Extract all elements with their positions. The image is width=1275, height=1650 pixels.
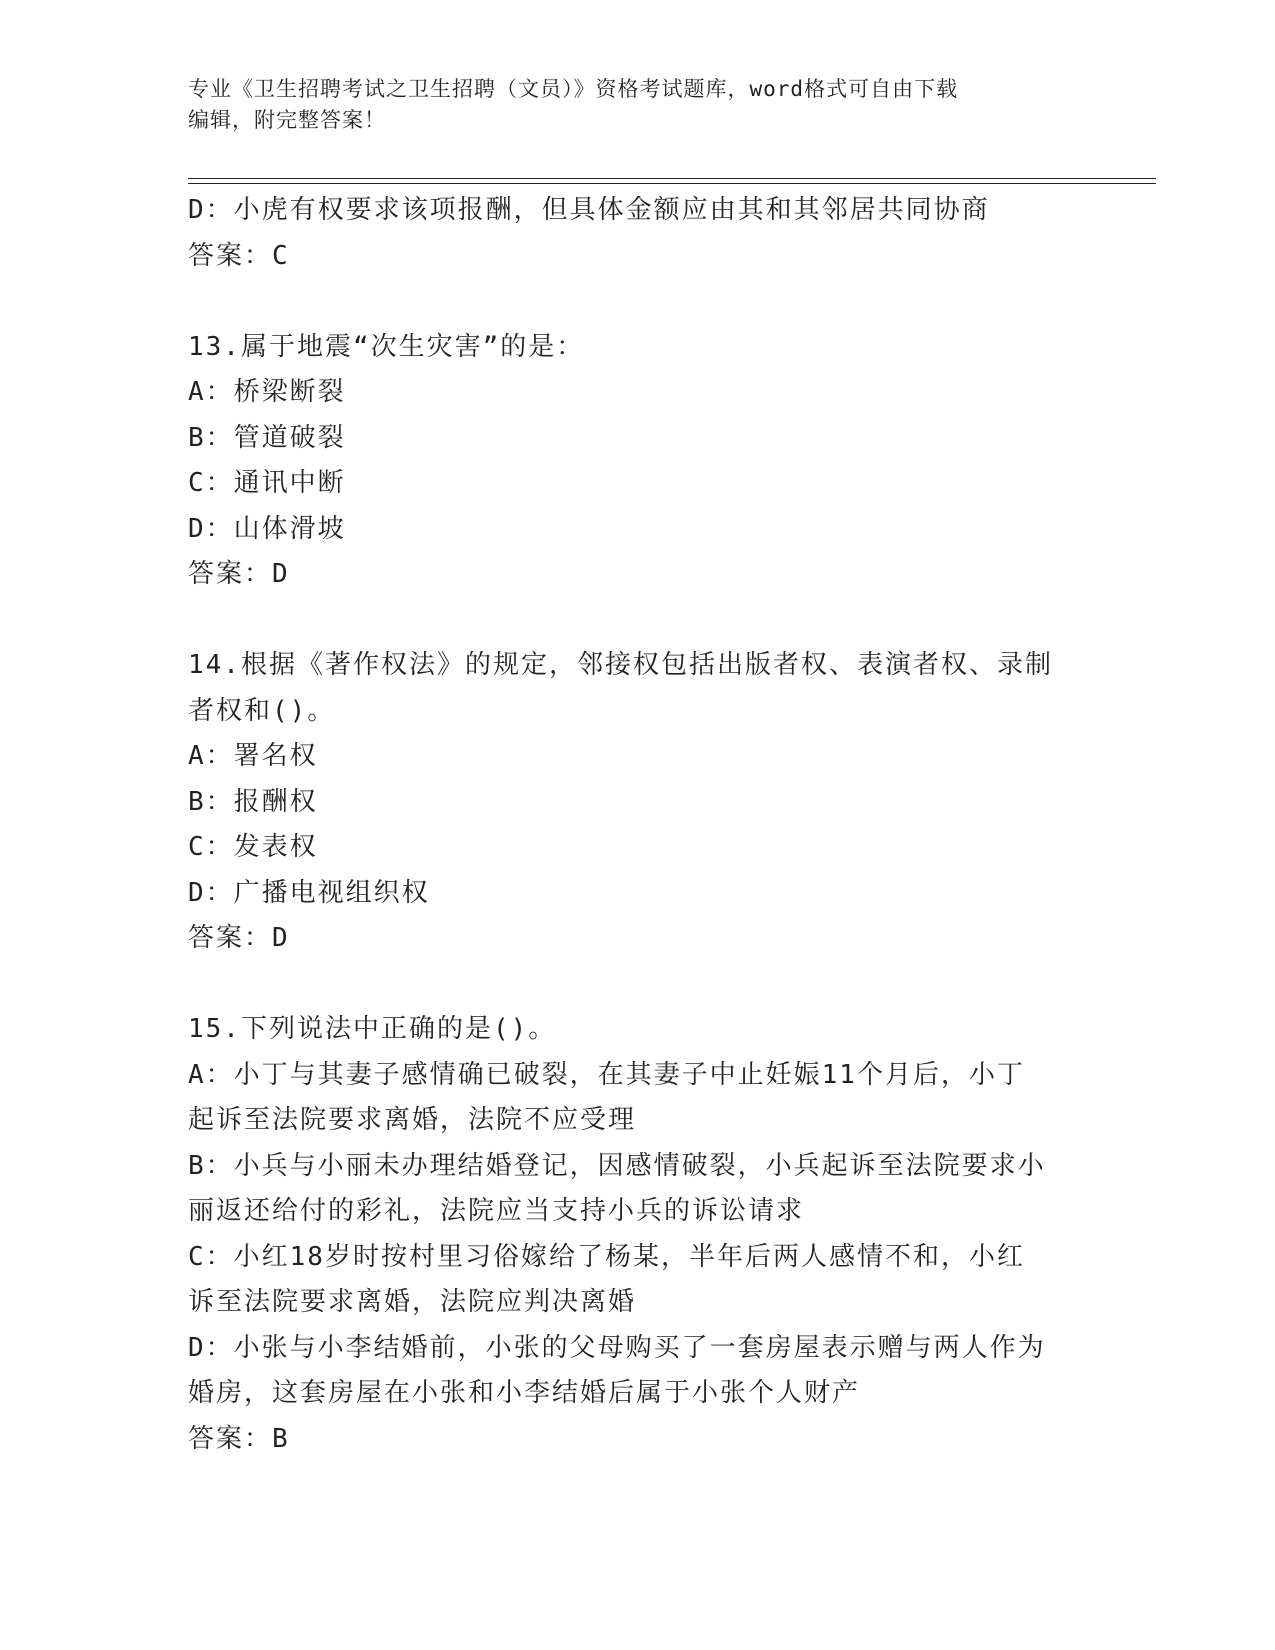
q12-answer — [188, 234, 1088, 280]
q15-option-a-line-2: 起诉至法院要求离婚，法院不应受理 — [188, 1105, 637, 1135]
q12-option-d: D：小虎有权要求该项报酬，但具体金额应由其和其邻居共同协商 — [188, 195, 990, 225]
q14-stem-line-2: 者权和()。 — [188, 695, 336, 726]
question-14 — [188, 643, 1088, 962]
q14-option-c: C：发表权 — [188, 832, 318, 862]
q14-stem-line-1: 14.根据《著作权法》的规定，邻接权包括出版者权、表演者权、录制 — [188, 650, 1053, 680]
question-15 — [188, 1007, 1088, 1462]
q14-option-a: A：署名权 — [188, 741, 318, 771]
answer-value: D — [272, 923, 288, 953]
document-header — [188, 74, 1068, 136]
answer-label: 答案： — [188, 240, 273, 271]
answer-label: 答案： — [188, 1423, 273, 1454]
q13-option-b: B：管道破裂 — [188, 422, 346, 453]
q13-answer — [188, 552, 1088, 598]
q14-option-b: B：报酬权 — [188, 786, 318, 817]
answer-value: C — [272, 240, 288, 271]
q15-option-b-line-2: 丽返还给付的彩礼，法院应当支持小兵的诉讼请求 — [188, 1196, 805, 1226]
answer-label: 答案： — [188, 559, 273, 589]
q14-answer — [188, 916, 1088, 962]
q13-option-a: A：桥梁断裂 — [188, 377, 346, 407]
question-list — [188, 188, 1088, 1462]
q15-answer — [188, 1417, 1088, 1463]
q15-option-b-line-1: B：小兵与小丽未办理结婚登记，因感情破裂，小兵起诉至法院要求小 — [188, 1150, 1046, 1181]
answer-value: D — [272, 559, 288, 589]
spacer — [188, 279, 1088, 325]
q13-stem: 13.属于地震“次生灾害”的是： — [188, 331, 585, 362]
spacer — [188, 962, 1088, 1008]
answer-label: 答案： — [188, 923, 273, 953]
q13-option-c: C：通讯中断 — [188, 468, 346, 498]
q15-option-a-line-1: A：小丁与其妻子感情确已破裂，在其妻子中止妊娠11个月后，小丁 — [188, 1059, 1025, 1090]
spacer — [188, 598, 1088, 644]
question-13 — [188, 325, 1088, 598]
answer-value: B — [272, 1423, 288, 1454]
question-12 — [188, 188, 1088, 279]
q13-option-d: D：山体滑坡 — [188, 513, 346, 544]
q15-option-d-line-2: 婚房，这套房屋在小张和小李结婚后属于小张个人财产 — [188, 1378, 861, 1408]
q14-option-d: D：广播电视组织权 — [188, 877, 430, 908]
header-divider-bottom — [188, 183, 1156, 184]
q15-stem: 15.下列说法中正确的是()。 — [188, 1014, 557, 1044]
header-line-2: 编辑，附完整答案！ — [188, 108, 386, 132]
q15-option-c-line-1: C：小红18岁时按村里习俗嫁给了杨某，半年后两人感情不和，小红 — [188, 1241, 1025, 1272]
header-line-1: 专业《卫生招聘考试之卫生招聘（文员）》资格考试题库，word格式可自由下载 — [188, 77, 959, 101]
q15-option-d-line-1: D：小张与小李结婚前，小张的父母购买了一套房屋表示赠与两人作为 — [188, 1332, 1046, 1363]
q15-option-c-line-2: 诉至法院要求离婚，法院应判决离婚 — [188, 1287, 637, 1317]
header-divider-top — [188, 178, 1156, 179]
